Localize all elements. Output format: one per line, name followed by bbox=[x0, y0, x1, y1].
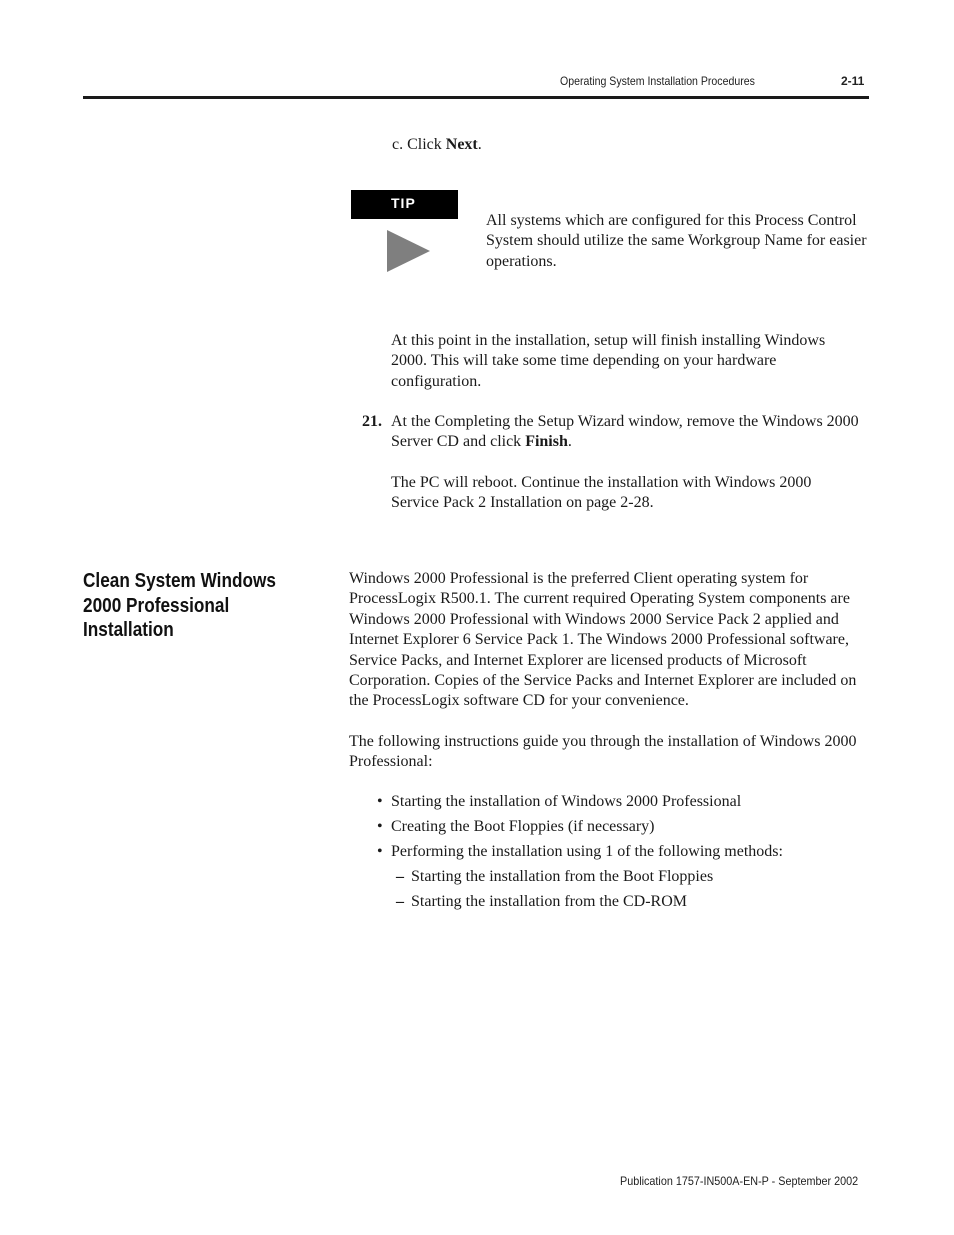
bullet-icon: • bbox=[377, 843, 383, 860]
sub-list-item bbox=[396, 867, 783, 892]
bullet-icon: • bbox=[377, 793, 383, 810]
section-heading: Clean System Windows 2000 Professional Installation bbox=[83, 570, 276, 641]
step-c-prefix: c. Click bbox=[392, 136, 446, 153]
sub-list-item bbox=[396, 892, 783, 917]
step-21-bold: Finish bbox=[525, 433, 568, 451]
step-21-suffix: . bbox=[567, 433, 572, 451]
header-rule bbox=[83, 96, 869, 99]
tip-text: All systems which are configured for this Process Control System should utilize the same Workgroup Name for easier operations. bbox=[486, 212, 867, 270]
install-note-paragraph: At this point in the installation, setup will finish installing Windows 2000. This will take some time depending on your hardware configuration. bbox=[391, 332, 826, 390]
footer-publication: Publication 1757-IN500A-EN-P - September 2002 bbox=[620, 1174, 859, 1188]
step-21-text bbox=[391, 412, 861, 453]
step-c-suffix: . bbox=[477, 136, 482, 153]
right-arrow-icon bbox=[387, 230, 430, 272]
sub-list bbox=[377, 867, 783, 917]
list-item-text: Starting the installation of Windows 2000 Professional bbox=[391, 793, 742, 810]
list-item-text: Performing the installation using 1 of the following methods: bbox=[391, 843, 783, 860]
running-header-title: Operating System Installation Procedures bbox=[560, 74, 755, 88]
list-item bbox=[377, 817, 783, 842]
sub-list-item-text: Starting the installation from the Boot Floppies bbox=[411, 868, 714, 885]
page-number: 2-11 bbox=[841, 74, 865, 88]
bullet-icon: • bbox=[377, 818, 383, 835]
dash-icon: – bbox=[396, 893, 404, 910]
step-c bbox=[392, 135, 482, 155]
step-c-bold: Next bbox=[445, 136, 478, 153]
section-intro-paragraph: Windows 2000 Professional is the preferred Client operating system for ProcessLogix R500.1. The current required Operating System components are Windows 2000 Professional with Windows 2000 Service Pack 2 applied and Internet Explorer 6 Service Pack 1. The Windows 2000 Professional software, Service Packs, and Internet Explorer are licensed products of Microsoft Corporation. Copies of the Service Packs and Internet Explorer are included on the ProcessLogix software CD for your convenience. bbox=[349, 570, 857, 710]
tip-label: TIP bbox=[391, 195, 416, 211]
list-item-text: Creating the Boot Floppies (if necessary) bbox=[391, 818, 655, 835]
dash-icon: – bbox=[396, 868, 404, 885]
list-item bbox=[377, 792, 783, 817]
reboot-note-paragraph: The PC will reboot. Continue the installation with Windows 2000 Service Pack 2 Installation on page 2-28. bbox=[391, 474, 812, 512]
list-item bbox=[377, 842, 783, 867]
step-21-body: At the Completing the Setup Wizard window, remove the Windows 2000 Server CD and click bbox=[391, 413, 859, 451]
sublist-container bbox=[377, 867, 783, 917]
sub-list-item-text: Starting the installation from the CD-ROM bbox=[411, 893, 687, 910]
section-following-paragraph: The following instructions guide you through the installation of Windows 2000 Professional: bbox=[349, 733, 857, 771]
tip-label-box bbox=[351, 190, 458, 219]
bullet-list bbox=[377, 792, 783, 917]
step-21-number: 21. bbox=[362, 413, 382, 430]
